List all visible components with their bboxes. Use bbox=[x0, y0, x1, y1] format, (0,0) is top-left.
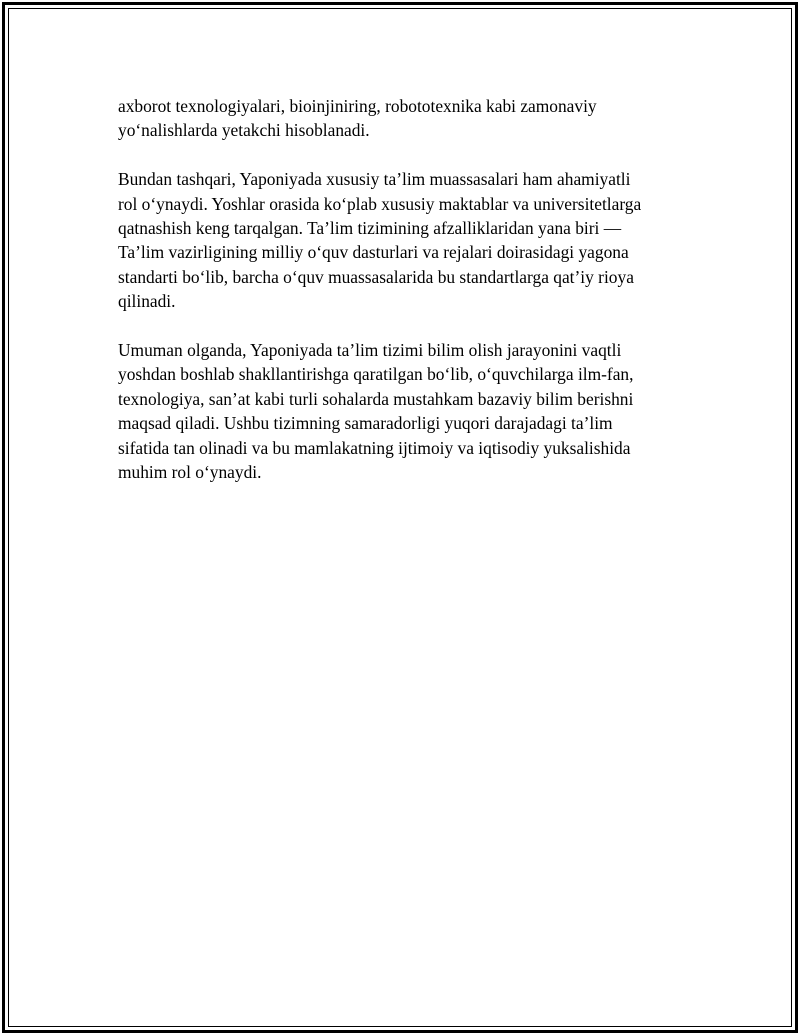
paragraph-2: Bundan tashqari, Yaponiyada xususiy ta’lim muassasalari ham ahamiyatli rol o‘ynaydi. Yoshlar orasida ko‘plab xususiy maktablar va universitetlarga qatnashish keng tarqalgan. Ta’lim tizimining afzalliklaridan yana biri — Ta’lim vazirligining milliy o‘quv dasturlari va rejalari doirasidagi yagona standarti bo‘lib, barcha o‘quv muassasalarida bu standartlarga qat’iy rioya qilinadi. bbox=[118, 169, 642, 312]
document-body bbox=[118, 94, 678, 509]
paragraph-3: Umuman olganda, Yaponiyada ta’lim tizimi bilim olish jarayonini vaqtli yoshdan boshlab shakllantirishga qaratilgan bo‘lib, o‘quvchilarga ilm-fan, texnologiya, san’at kabi turli sohalarda mustahkam bazaviy bilim berishni maqsad qiladi. Ushbu tizimning samaradorligi yuqori darajadagi ta’lim sifatida tan olinadi va bu mamlakatning ijtimoiy va iqtisodiy yuksalishida muhim rol o‘ynaydi. bbox=[118, 340, 634, 483]
paragraph-1: axborot texnologiyalari, bioinjiniring, robototexnika kabi zamonaviy yo‘nalishlarda yetakchi hisoblanadi. bbox=[118, 96, 597, 141]
